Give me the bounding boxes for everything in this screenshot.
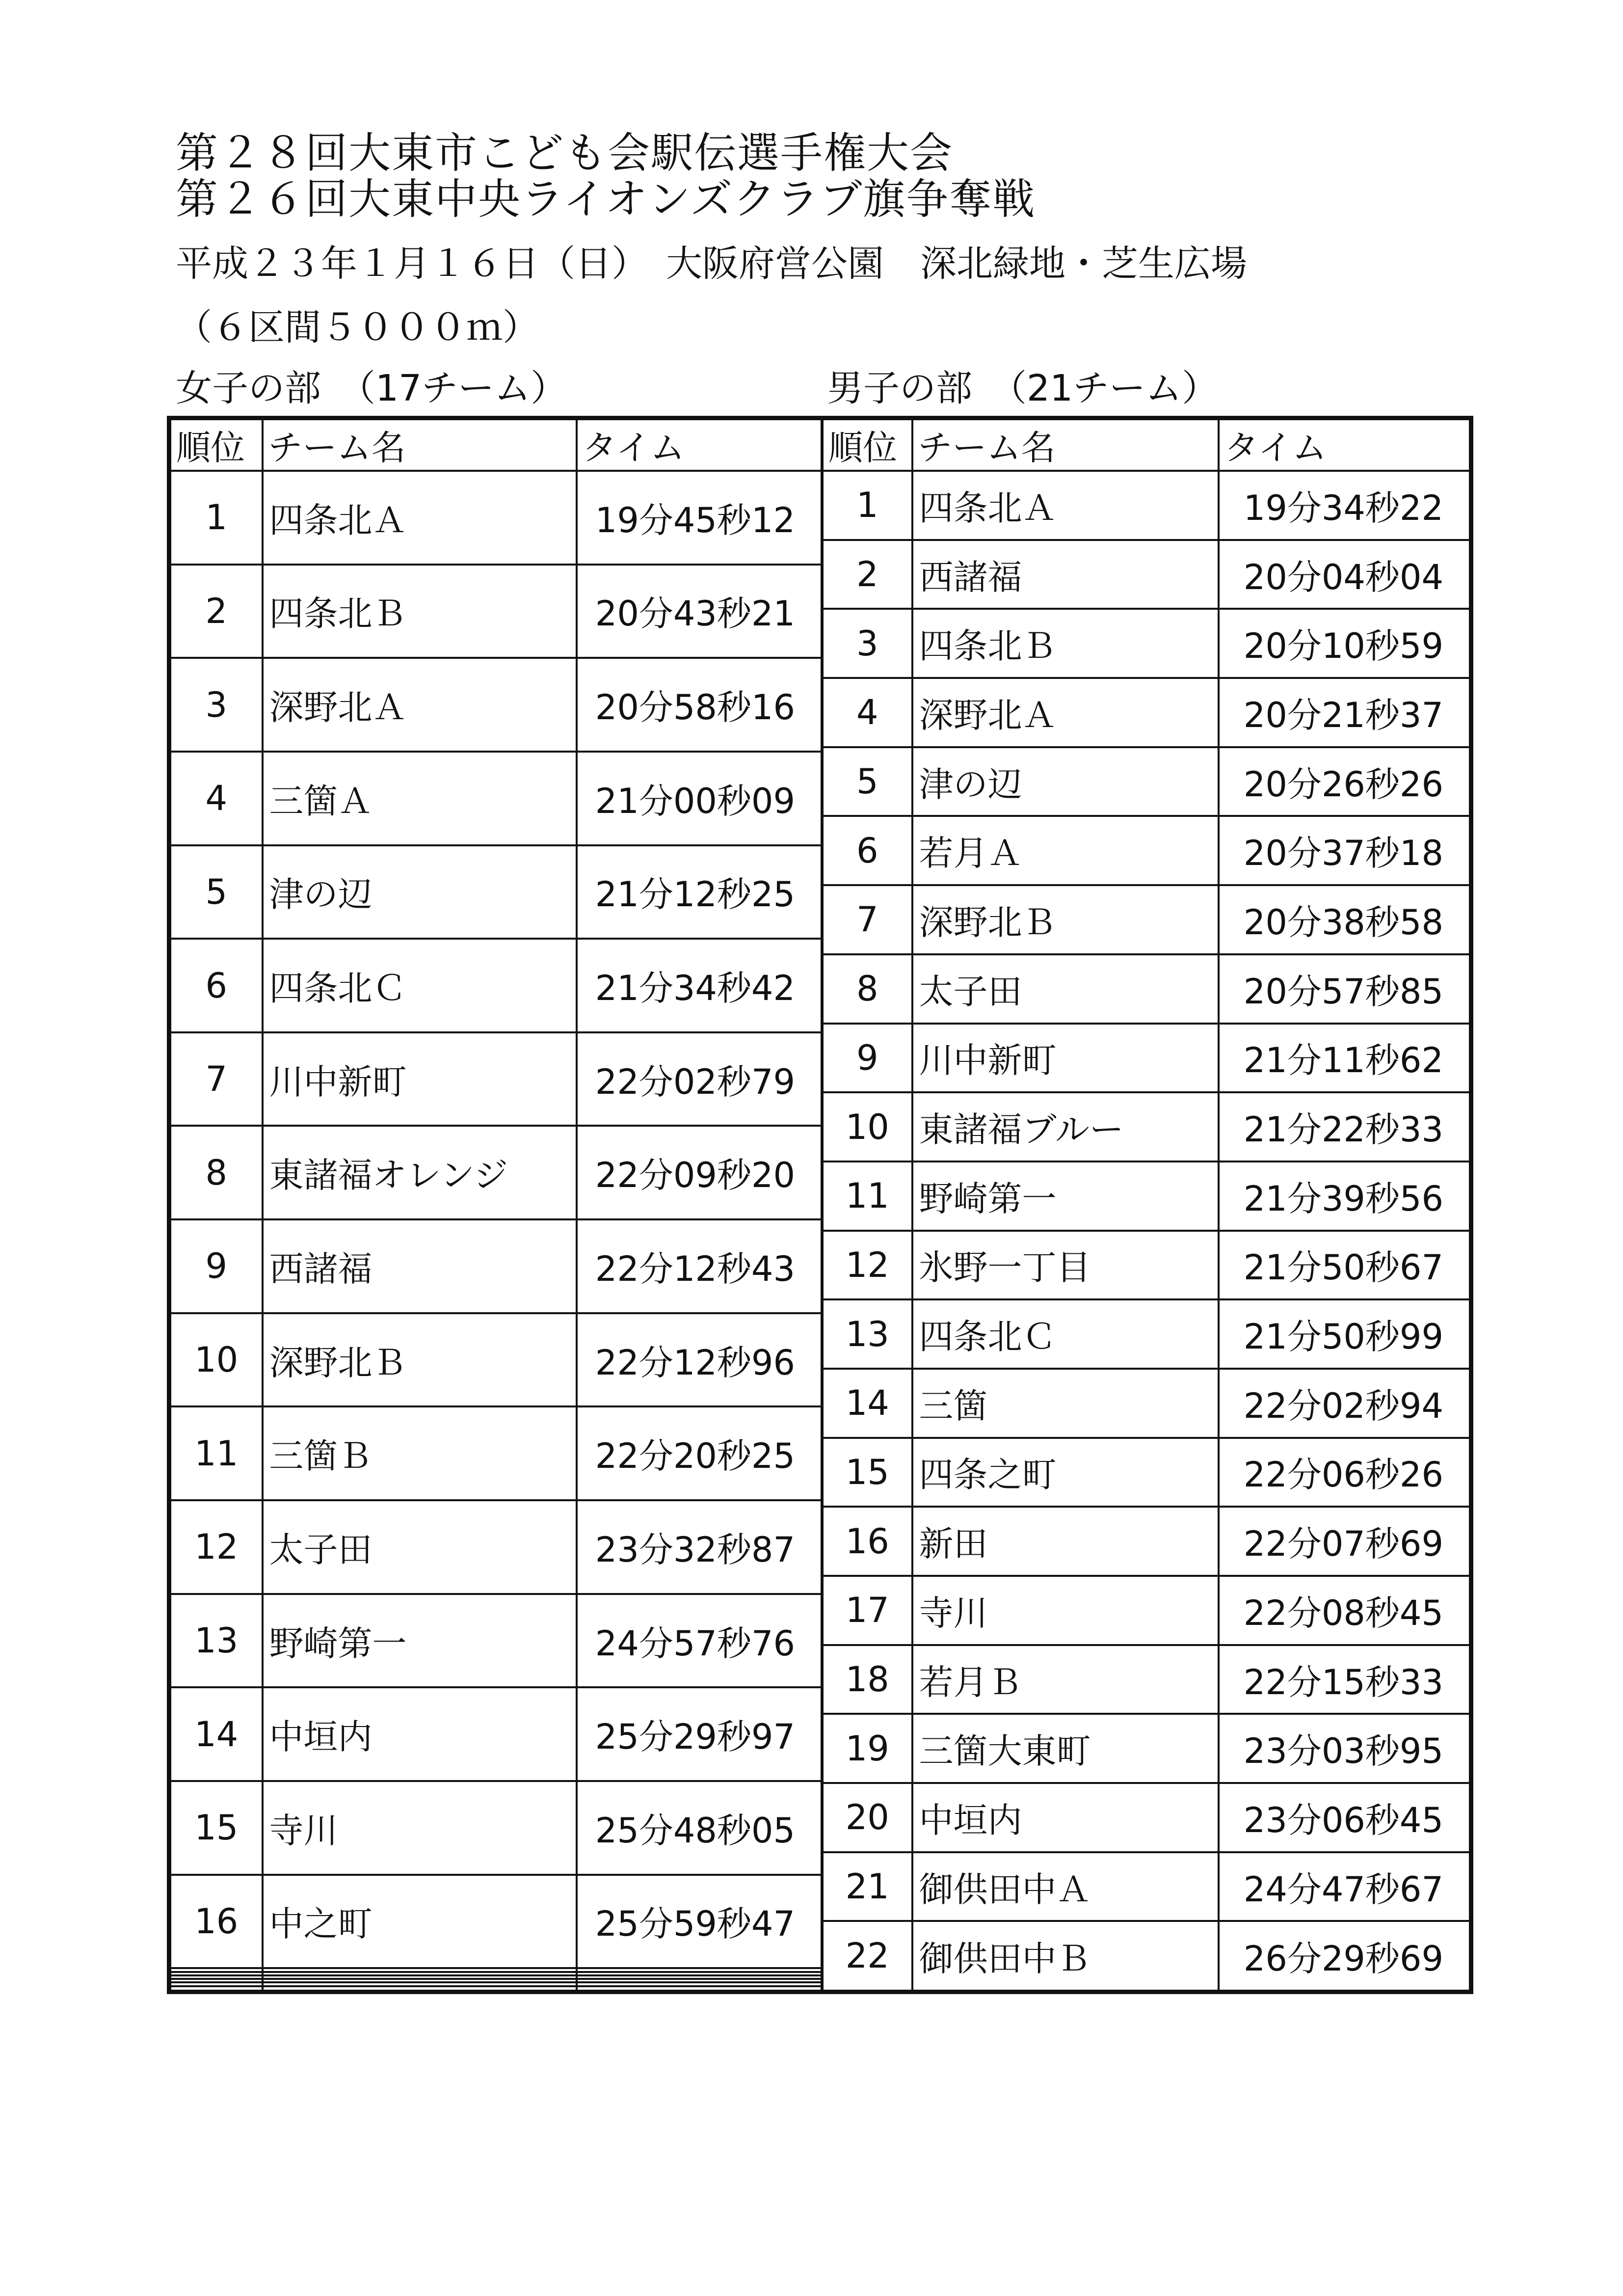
rank-cell: 14 — [823, 1369, 912, 1438]
rank-cell: 6 — [823, 816, 912, 885]
table-row — [823, 1714, 1471, 1783]
rank-cell — [169, 1968, 263, 1972]
team-cell: 寺川 — [263, 1781, 577, 1875]
time-cell: 21分34秒42 — [577, 939, 822, 1032]
rank-cell: 7 — [169, 1032, 263, 1126]
table-row — [169, 1982, 822, 1986]
table-row — [169, 1986, 822, 1992]
time-cell: 24分47秒67 — [1219, 1852, 1471, 1921]
time-cell: 21分11秒62 — [1219, 1024, 1471, 1093]
rank-cell: 16 — [823, 1507, 912, 1576]
team-cell: 深野北Ｂ — [263, 1313, 577, 1407]
rank-cell: 11 — [169, 1406, 263, 1500]
rank-cell: 4 — [823, 678, 912, 747]
table-row — [169, 1781, 822, 1875]
time-cell — [577, 1975, 822, 1979]
time-cell: 22分02秒79 — [577, 1032, 822, 1126]
time-cell: 22分06秒26 — [1219, 1438, 1471, 1507]
boys-section-label: 男子の部 （21チーム） — [827, 367, 1219, 409]
rank-cell — [169, 1979, 263, 1982]
table-row — [169, 471, 822, 565]
time-cell: 20分38秒58 — [1219, 885, 1471, 954]
time-cell: 22分09秒20 — [577, 1126, 822, 1219]
rank-cell: 13 — [169, 1594, 263, 1688]
rank-cell: 22 — [823, 1921, 912, 1992]
team-cell: 西諸福 — [912, 540, 1219, 609]
time-cell: 22分12秒96 — [577, 1313, 822, 1407]
team-cell: 若月Ａ — [912, 816, 1219, 885]
rank-cell — [169, 1982, 263, 1986]
table-row — [823, 540, 1471, 609]
team-cell: 氷野一丁目 — [912, 1231, 1219, 1300]
time-cell: 20分26秒26 — [1219, 747, 1471, 816]
time-cell: 20分21秒37 — [1219, 678, 1471, 747]
table-row — [169, 1979, 822, 1982]
distance-info: （６区間５０００ｍ） — [176, 306, 539, 349]
table-row — [169, 1594, 822, 1688]
time-cell — [577, 1982, 822, 1986]
table-row — [169, 845, 822, 939]
rank-cell: 8 — [823, 954, 912, 1024]
rank-cell: 6 — [169, 939, 263, 1032]
rank-cell — [169, 1986, 263, 1992]
time-cell: 20分57秒85 — [1219, 954, 1471, 1024]
team-cell: 太子田 — [912, 954, 1219, 1024]
time-cell: 22分02秒94 — [1219, 1369, 1471, 1438]
rank-cell: 2 — [169, 565, 263, 658]
team-cell: 中垣内 — [263, 1687, 577, 1781]
time-cell: 21分00秒09 — [577, 752, 822, 845]
team-cell: 四条北Ｂ — [912, 609, 1219, 678]
time-cell: 20分37秒18 — [1219, 816, 1471, 885]
table-row — [823, 471, 1471, 540]
girls-table-body — [169, 471, 822, 1992]
time-cell: 20分58秒16 — [577, 658, 822, 752]
team-cell: 川中新町 — [263, 1032, 577, 1126]
time-cell: 21分50秒99 — [1219, 1299, 1471, 1369]
team-cell: 四条北Ｃ — [912, 1299, 1219, 1369]
title-line-2: 第２６回大東中央ライオンズクラブ旗争奪戦 — [176, 175, 1036, 224]
time-cell: 21分39秒56 — [1219, 1162, 1471, 1231]
table-row — [823, 1438, 1471, 1507]
table-row — [823, 678, 1471, 747]
time-cell: 25分59秒47 — [577, 1875, 822, 1969]
rank-cell — [169, 1972, 263, 1975]
rank-cell: 4 — [169, 752, 263, 845]
team-cell: 御供田中Ｂ — [912, 1921, 1219, 1992]
team-cell: 四条北Ｃ — [263, 939, 577, 1032]
team-cell: 三箇Ｂ — [263, 1406, 577, 1500]
table-row — [823, 1162, 1471, 1231]
table-row — [823, 1852, 1471, 1921]
rank-cell: 20 — [823, 1783, 912, 1852]
rank-cell: 15 — [169, 1781, 263, 1875]
rank-cell: 19 — [823, 1714, 912, 1783]
rank-cell: 12 — [169, 1500, 263, 1594]
team-cell: 深野北Ａ — [263, 658, 577, 752]
team-cell: 三箇大東町 — [912, 1714, 1219, 1783]
team-cell: 四条之町 — [912, 1438, 1219, 1507]
team-cell — [263, 1986, 577, 1992]
table-row — [823, 1231, 1471, 1300]
rank-column-header: 順位 — [169, 418, 263, 471]
team-cell: 四条北Ａ — [912, 471, 1219, 540]
table-row — [823, 609, 1471, 678]
time-cell — [577, 1986, 822, 1992]
time-cell: 25分29秒97 — [577, 1687, 822, 1781]
table-row — [823, 885, 1471, 954]
time-cell: 23分32秒87 — [577, 1500, 822, 1594]
rank-cell: 5 — [823, 747, 912, 816]
table-row — [169, 1875, 822, 1969]
rank-cell: 11 — [823, 1162, 912, 1231]
team-cell: 中之町 — [263, 1875, 577, 1969]
team-cell — [263, 1975, 577, 1979]
time-cell: 21分22秒33 — [1219, 1092, 1471, 1162]
table-row — [169, 1313, 822, 1407]
rank-cell: 1 — [169, 471, 263, 565]
table-row — [169, 939, 822, 1032]
rank-cell: 5 — [169, 845, 263, 939]
time-cell — [577, 1972, 822, 1975]
boys-table-body — [823, 471, 1471, 1992]
boys-results-table — [821, 416, 1473, 1994]
time-cell: 22分07秒69 — [1219, 1507, 1471, 1576]
team-cell: 中垣内 — [912, 1783, 1219, 1852]
team-cell: 西諸福 — [263, 1219, 577, 1313]
rank-cell: 13 — [823, 1299, 912, 1369]
team-column-header: チーム名 — [263, 418, 577, 471]
team-cell: 東諸福オレンジ — [263, 1126, 577, 1219]
table-row — [823, 1024, 1471, 1093]
time-cell: 21分12秒25 — [577, 845, 822, 939]
team-cell: 若月Ｂ — [912, 1645, 1219, 1714]
rank-cell: 7 — [823, 885, 912, 954]
rank-cell: 3 — [169, 658, 263, 752]
team-cell: 御供田中Ａ — [912, 1852, 1219, 1921]
rank-cell — [169, 1975, 263, 1979]
team-cell: 太子田 — [263, 1500, 577, 1594]
table-row — [823, 1507, 1471, 1576]
team-cell — [263, 1979, 577, 1982]
table-row — [823, 816, 1471, 885]
rank-column-header: 順位 — [823, 418, 912, 471]
table-row — [169, 565, 822, 658]
team-cell: 寺川 — [912, 1576, 1219, 1645]
time-cell: 22分12秒43 — [577, 1219, 822, 1313]
team-cell: 川中新町 — [912, 1024, 1219, 1093]
team-cell: 野崎第一 — [912, 1162, 1219, 1231]
table-row — [169, 658, 822, 752]
time-cell: 21分50秒67 — [1219, 1231, 1471, 1300]
rank-cell: 8 — [169, 1126, 263, 1219]
table-row — [169, 1126, 822, 1219]
team-cell — [263, 1968, 577, 1972]
time-cell: 22分20秒25 — [577, 1406, 822, 1500]
rank-cell: 15 — [823, 1438, 912, 1507]
rank-cell: 21 — [823, 1852, 912, 1921]
team-cell: 三箇Ａ — [263, 752, 577, 845]
table-row — [169, 1219, 822, 1313]
table-row — [169, 1975, 822, 1979]
rank-cell: 18 — [823, 1645, 912, 1714]
rank-cell: 12 — [823, 1231, 912, 1300]
time-cell: 23分06秒45 — [1219, 1783, 1471, 1852]
table-row — [823, 1645, 1471, 1714]
table-row — [823, 747, 1471, 816]
time-column-header: タイム — [1219, 418, 1471, 471]
team-cell: 深野北Ａ — [912, 678, 1219, 747]
rank-cell: 17 — [823, 1576, 912, 1645]
time-cell — [577, 1968, 822, 1972]
rank-cell: 3 — [823, 609, 912, 678]
time-cell: 19分34秒22 — [1219, 471, 1471, 540]
boys-header-row — [823, 418, 1471, 471]
time-cell: 22分15秒33 — [1219, 1645, 1471, 1714]
team-column-header: チーム名 — [912, 418, 1219, 471]
table-row — [169, 1500, 822, 1594]
time-cell: 20分43秒21 — [577, 565, 822, 658]
rank-cell: 2 — [823, 540, 912, 609]
girls-section-label: 女子の部 （17チーム） — [176, 367, 567, 409]
rank-cell: 10 — [169, 1313, 263, 1407]
table-row — [823, 1092, 1471, 1162]
table-row — [169, 1968, 822, 1972]
time-cell: 24分57秒76 — [577, 1594, 822, 1688]
table-row — [823, 1783, 1471, 1852]
rank-cell: 9 — [169, 1219, 263, 1313]
team-cell: 野崎第一 — [263, 1594, 577, 1688]
time-cell: 20分10秒59 — [1219, 609, 1471, 678]
time-cell: 22分08秒45 — [1219, 1576, 1471, 1645]
table-row — [169, 1972, 822, 1975]
time-cell: 19分45秒12 — [577, 471, 822, 565]
date-venue: 平成２３年１月１６日（日） 大阪府営公園 深北緑地・芝生広場 — [176, 243, 1247, 285]
team-cell: 深野北Ｂ — [912, 885, 1219, 954]
team-cell: 四条北Ｂ — [263, 565, 577, 658]
time-cell: 23分03秒95 — [1219, 1714, 1471, 1783]
team-cell — [263, 1982, 577, 1986]
team-cell: 新田 — [912, 1507, 1219, 1576]
table-row — [169, 1406, 822, 1500]
rank-cell: 10 — [823, 1092, 912, 1162]
rank-cell: 9 — [823, 1024, 912, 1093]
time-cell: 20分04秒04 — [1219, 540, 1471, 609]
rank-cell: 1 — [823, 471, 912, 540]
table-row — [169, 1032, 822, 1126]
title-line-1: 第２８回大東市こども会駅伝選手権大会 — [176, 129, 953, 178]
table-row — [823, 954, 1471, 1024]
rank-cell: 14 — [169, 1687, 263, 1781]
time-cell: 26分29秒69 — [1219, 1921, 1471, 1992]
team-cell: 津の辺 — [263, 845, 577, 939]
table-row — [823, 1921, 1471, 1992]
time-cell: 25分48秒05 — [577, 1781, 822, 1875]
team-cell: 東諸福ブルー — [912, 1092, 1219, 1162]
table-row — [169, 752, 822, 845]
girls-header-row — [169, 418, 822, 471]
table-row — [169, 1687, 822, 1781]
team-cell — [263, 1972, 577, 1975]
team-cell: 津の辺 — [912, 747, 1219, 816]
team-cell: 三箇 — [912, 1369, 1219, 1438]
rank-cell: 16 — [169, 1875, 263, 1969]
time-column-header: タイム — [577, 418, 822, 471]
table-row — [823, 1299, 1471, 1369]
table-row — [823, 1369, 1471, 1438]
girls-results-table — [167, 416, 823, 1994]
table-row — [823, 1576, 1471, 1645]
time-cell — [577, 1979, 822, 1982]
team-cell: 四条北Ａ — [263, 471, 577, 565]
